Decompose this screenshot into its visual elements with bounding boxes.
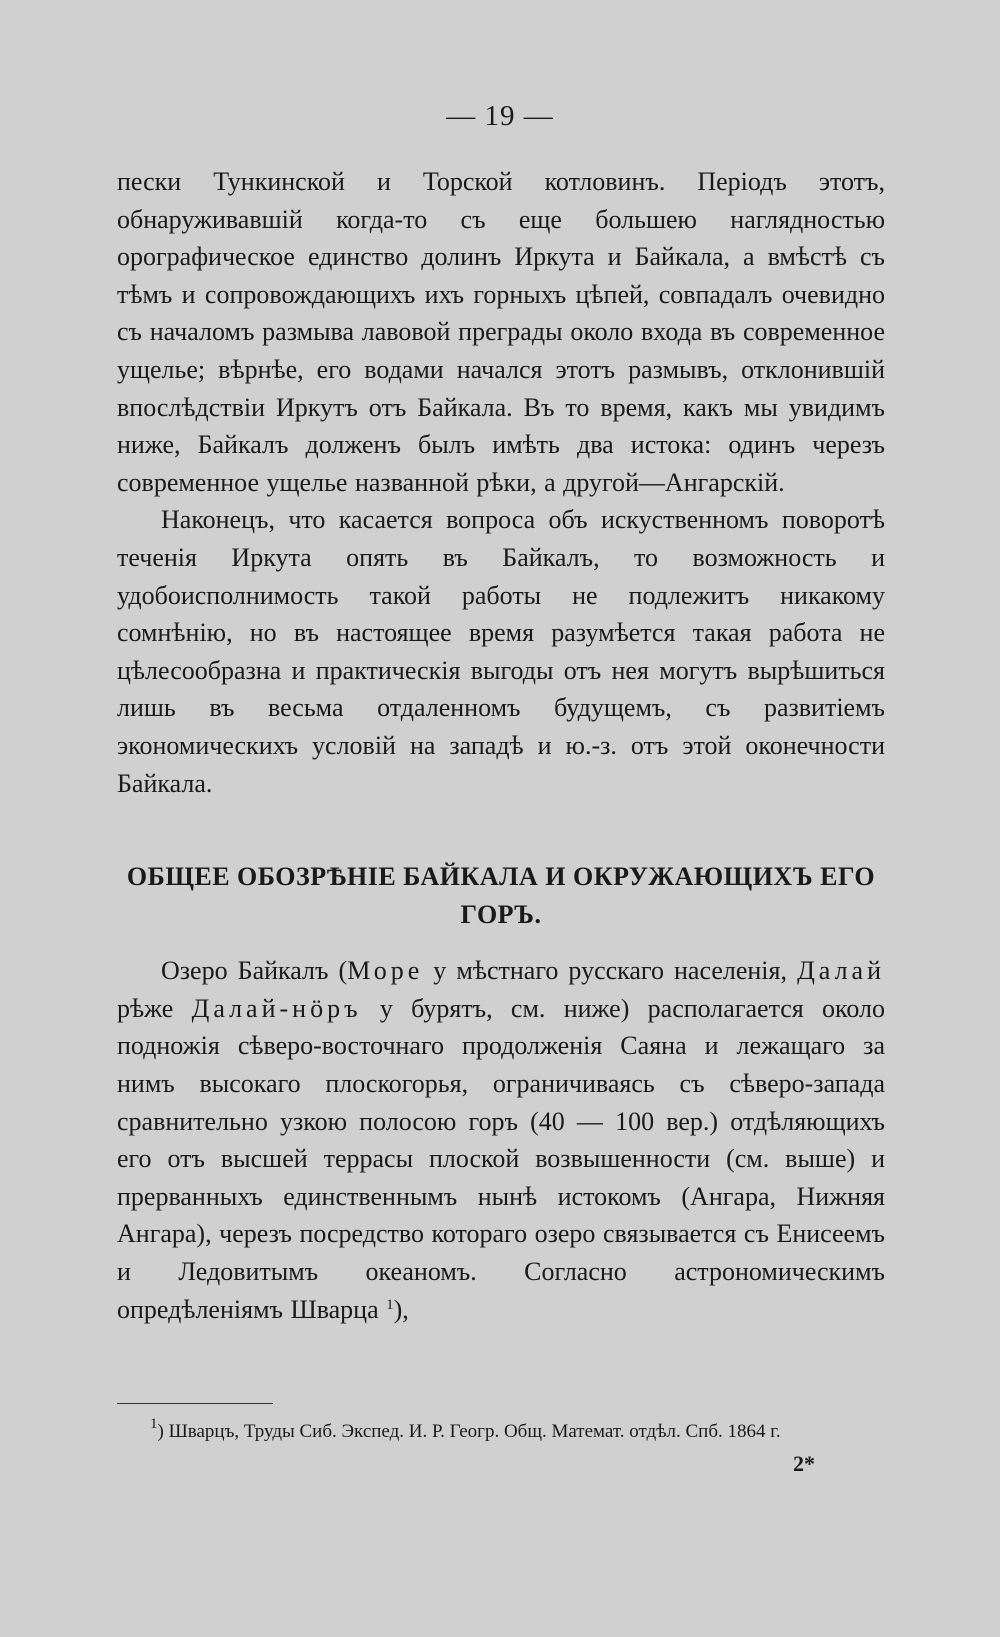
para-text-part: Озеро Байкалъ ( <box>161 956 348 986</box>
section-heading: ОБЩЕЕ ОБОЗРѢНІЕ БАЙКАЛА И ОКРУЖАЮЩИХЪ ЕГО ГОРЪ. <box>126 862 876 929</box>
main-text <box>117 163 885 1328</box>
paragraph-irkut-diversion: Наконецъ, что касается вопроса объ искуственномъ поворотѣ теченія Иркута опять въ Байкалъ, то возможность и удобоисполнимость такой работы не подлежитъ никакому сомнѣнію, но въ настоящее время разумѣется такая работа не цѣлесообразна и практическія выгоды отъ нея могутъ вырѣшиться лишь въ весьма отдаленномъ будущемъ, съ развитіемъ экономическихъ условій на западѣ и ю.-з. отъ этой оконечности Байкала. <box>117 505 885 798</box>
paragraph-continuation: пески Тункинской и Торской котловинъ. Періодъ этотъ, обнаруживавшій когда-то съ еще большею наглядностью орографическое единство долинъ Иркута и Байкала, а вмѣстѣ съ тѣмъ и сопровождающихъ ихъ горныхъ цѣпей, совпадалъ очевидно съ началомъ размыва лавовой преграды около входа въ современное ущелье; вѣрнѣе, его водами начался этотъ размывъ, отклонившій впослѣдствіи Иркутъ отъ Байкала. Въ то время, какъ мы увидимъ ниже, Байкалъ долженъ былъ имѣть два истока: одинъ черезъ современное ущелье названной рѣки, а другой—Ангарскій. <box>117 167 885 497</box>
footnote-text: ) Шварцъ, Труды Сиб. Экспед. И. Р. Геогр. Общ. Математ. отдѣл. Спб. 1864 г. <box>157 1421 781 1442</box>
spaced-term-dalai-nor: Далай-нӧръ <box>191 993 362 1023</box>
footnote <box>150 1418 890 1446</box>
footnote-marker: 1 <box>150 1416 158 1432</box>
footnote-reference: 1 <box>386 1296 394 1313</box>
para-text-part: рѣже <box>117 993 192 1023</box>
para-text-part: ), <box>393 1294 409 1324</box>
paragraph-baikal-overview <box>117 952 885 1328</box>
spaced-term-more: Море <box>347 956 424 986</box>
para-text-part: у мѣстнаго русскаго населенія, <box>423 956 798 986</box>
spaced-term-dalai: Далай <box>797 956 885 986</box>
footnote-divider <box>117 1403 273 1404</box>
signature-mark: 2* <box>793 1451 815 1476</box>
page-number: — 19 — <box>446 100 554 132</box>
para-text-part: у бурятъ, см. ниже) располагается около подножія сѣверо-восточнаго продолженія Саяна и лежащаго за нимъ высокаго плоскогорья, ограничиваясь съ сѣверо-запада сравнительно узкою полосою горъ (40 — 100 вер.) отдѣляющихъ его отъ высшей террасы плоской возвышенности (см. выше) и прерванныхъ единственнымъ нынѣ истокомъ (Ангара, Нижняя Ангара), черезъ посредство котораго озеро связывается съ Енисеемъ и Ледовитымъ океаномъ. Согласно астрономическимъ опредѣленіямъ Шварца <box>117 993 885 1324</box>
